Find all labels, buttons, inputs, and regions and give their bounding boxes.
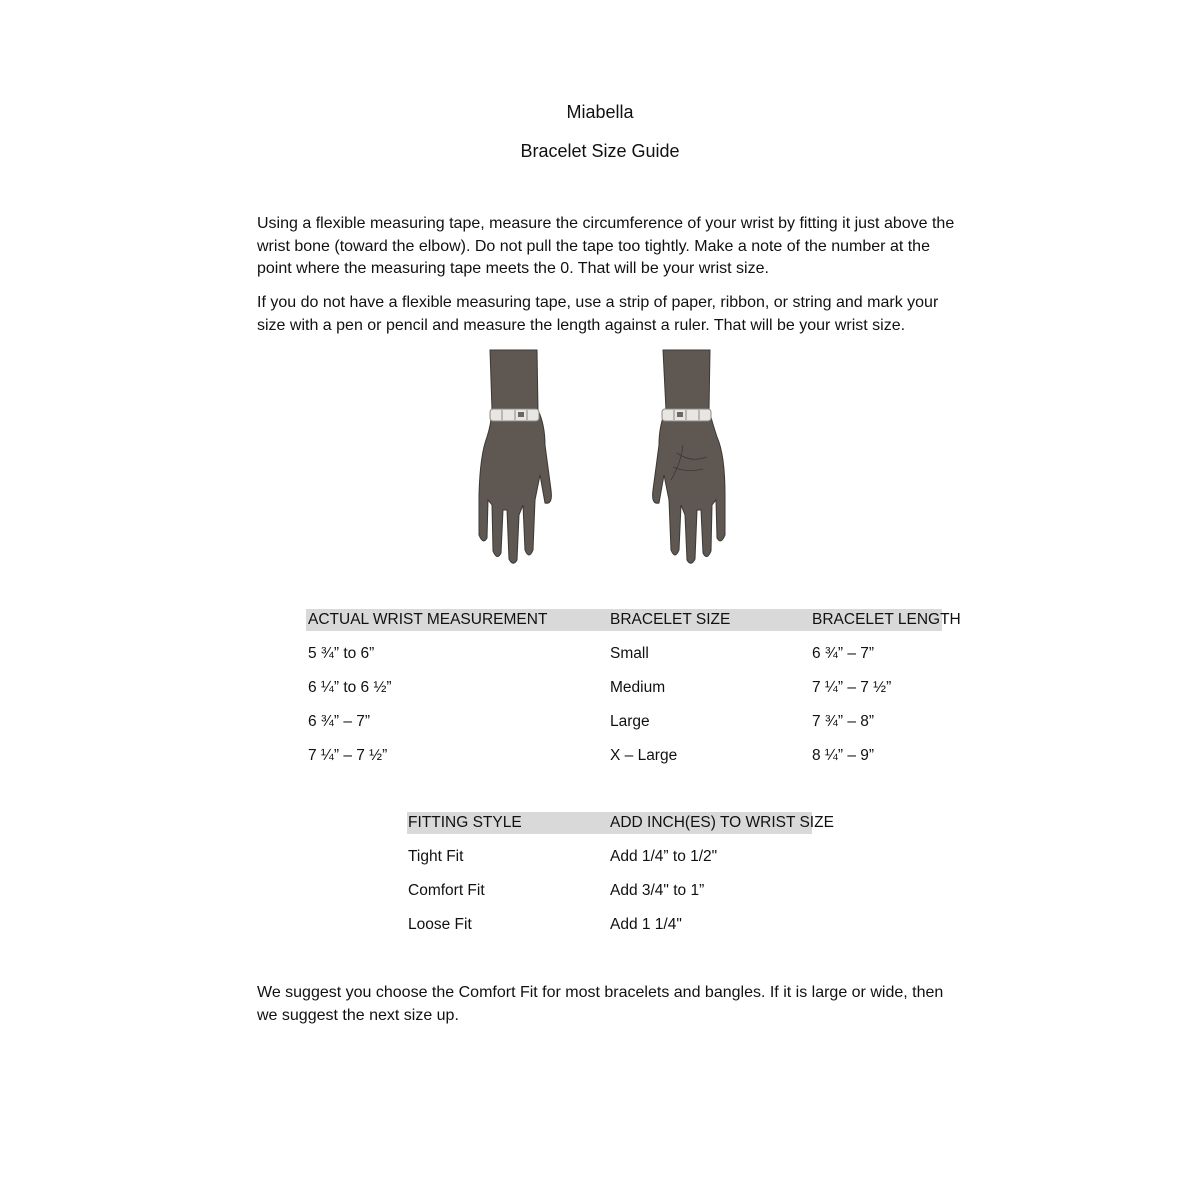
hands-with-bracelet-illustration	[445, 345, 755, 570]
column-header-wrist: ACTUAL WRIST MEASUREMENT	[308, 611, 548, 628]
table-cell: Large	[610, 713, 650, 730]
right-hand-icon	[653, 350, 725, 563]
table-cell: Add 1 1/4"	[610, 916, 682, 933]
instruction-paragraph-1: Using a flexible measuring tape, measure the circumference of your wrist by fitting it just above the wrist bone (toward the elbow). Do not pull the tape too tightly. Make a note of the number at the point where the measuring tape meets the 0. That will be your wrist size.	[257, 215, 955, 277]
footer-note: We suggest you choose the Comfort Fit for most bracelets and bangles. If it is large or wide, then we suggest the next size up.	[257, 984, 944, 1024]
table-cell: Tight Fit	[408, 848, 464, 865]
table-cell: 6 ¾” – 7”	[308, 713, 371, 730]
table-cell: Add 3/4" to 1”	[610, 882, 705, 899]
table-cell: 7 ¼” – 7 ½”	[308, 747, 388, 764]
table-cell: X – Large	[610, 747, 678, 764]
table-cell: 5 ¾” to 6”	[308, 645, 375, 662]
table-cell: Medium	[610, 679, 666, 696]
left-bracelet-icon	[490, 409, 539, 421]
table-cell: 7 ¾” – 8”	[812, 713, 875, 730]
right-bracelet-icon	[662, 409, 711, 421]
table-cell: Comfort Fit	[408, 882, 485, 899]
page-title: Bracelet Size Guide	[520, 141, 680, 161]
left-hand-icon	[479, 350, 551, 563]
table-cell: 6 ¼” to 6 ½”	[308, 679, 392, 696]
bracelet-size-table	[306, 609, 961, 779]
column-header-size: BRACELET SIZE	[610, 611, 731, 628]
table-cell: 7 ¼” – 7 ½”	[812, 679, 892, 696]
table-cell: 6 ¾” – 7”	[812, 645, 875, 662]
fitting-style-table	[407, 812, 834, 942]
table-cell: Small	[610, 645, 649, 662]
table-cell: Loose Fit	[408, 916, 472, 933]
column-header-add-inches: ADD INCH(ES) TO WRIST SIZE	[610, 814, 834, 831]
column-header-length: BRACELET LENGTH	[812, 611, 961, 628]
table-cell: 8 ¼” – 9”	[812, 747, 875, 764]
table-cell: Add 1/4” to 1/2"	[610, 848, 718, 865]
instruction-paragraph-2: If you do not have a flexible measuring tape, use a strip of paper, ribbon, or string and mark your size with a pen or pencil and measure the length against a ruler. That will be your wrist size.	[257, 294, 939, 334]
column-header-fitting-style: FITTING STYLE	[408, 814, 522, 831]
brand-name: Miabella	[566, 102, 634, 122]
